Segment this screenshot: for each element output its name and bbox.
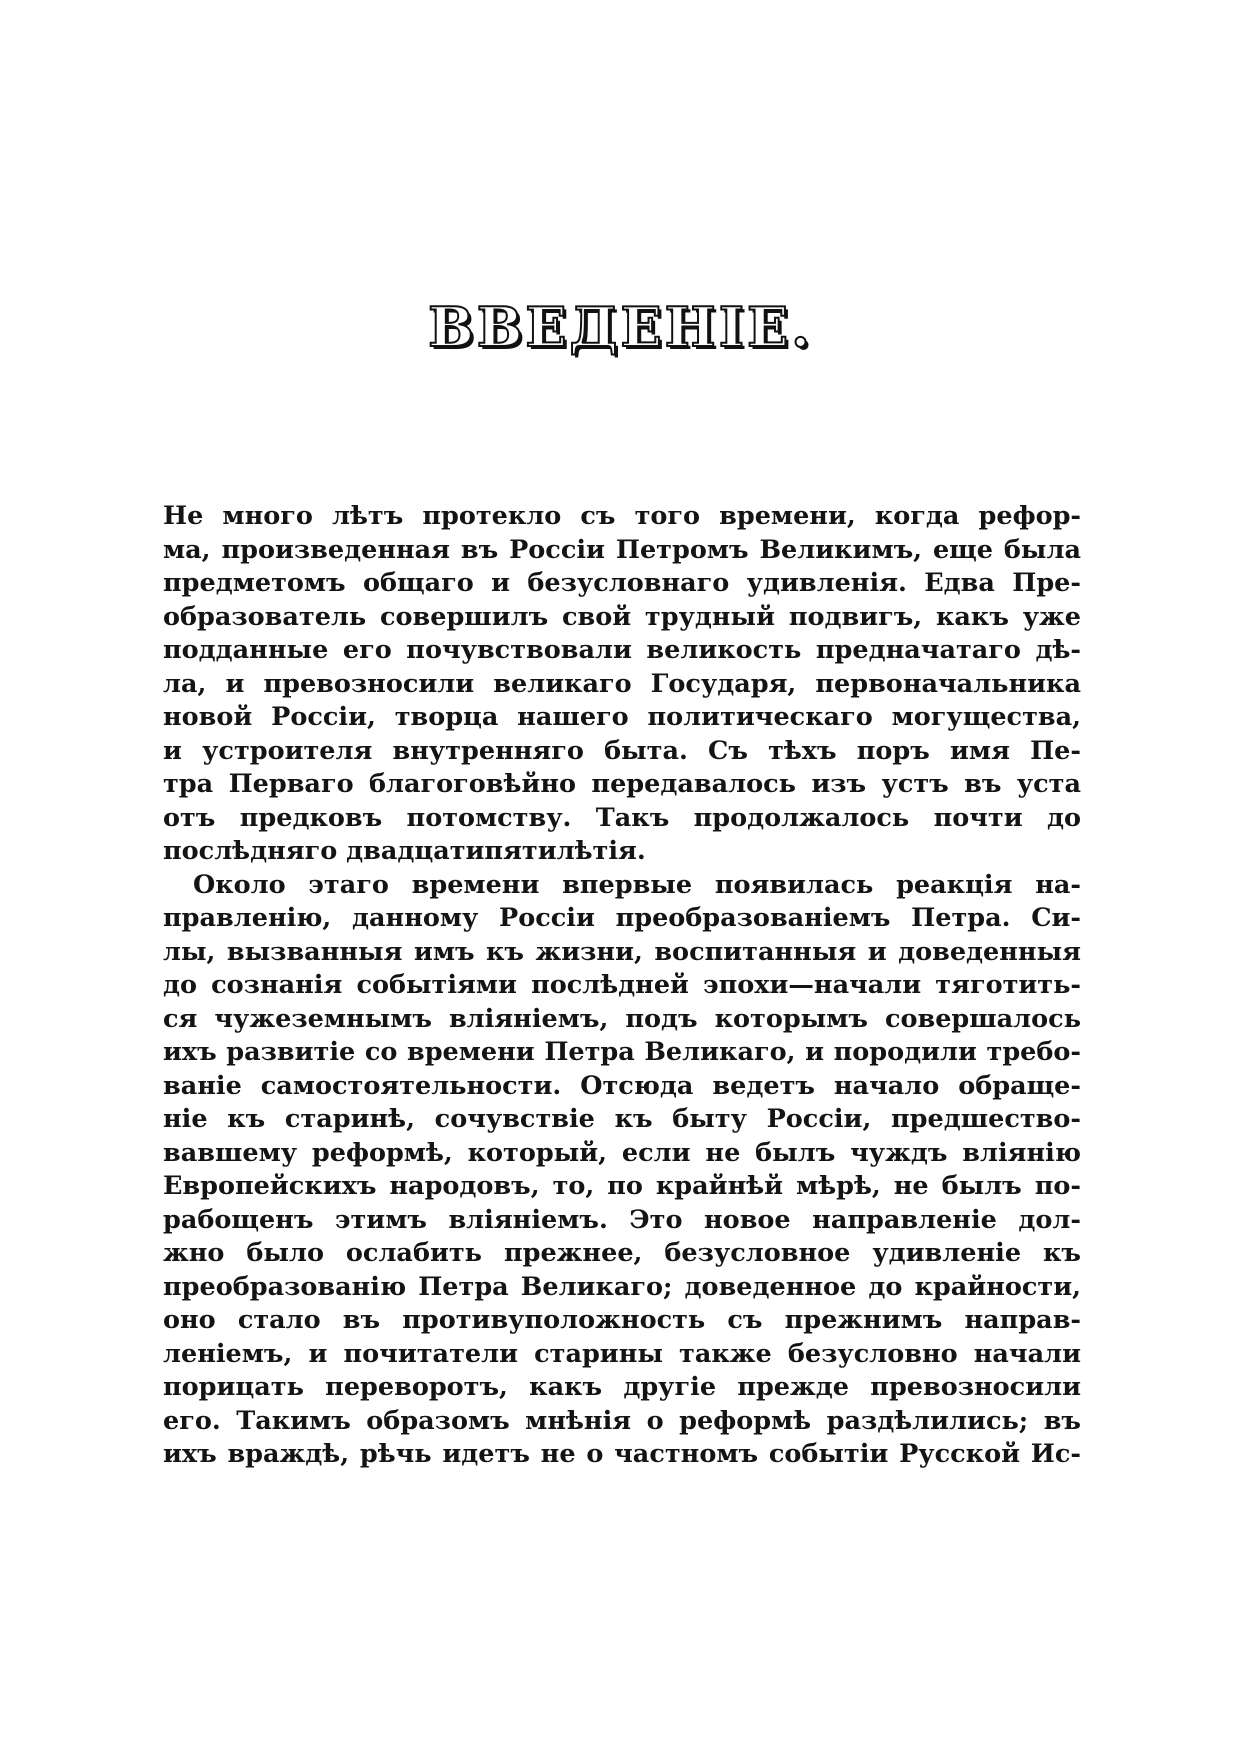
text-line: предметомъ общаго и безусловнаго удивленія. Едва Пре-	[163, 568, 1081, 598]
text-line: леніемъ, и почитатели старины также безусловно начали	[163, 1338, 1081, 1369]
text-line: порицать переворотъ, какъ другіе прежде превозносили	[163, 1372, 1081, 1402]
text-line: ніе къ старинѣ, сочувствіе къ быту Россіи, предшество-	[163, 1104, 1081, 1134]
text-line: его. Такимъ образомъ мнѣнія о реформѣ раздѣлились; въ	[163, 1405, 1081, 1436]
text-line: тра Перваго благоговѣйно передавалось изъ устъ въ уста	[163, 769, 1081, 799]
chapter-heading: ВВЕДЕНІЕ.	[428, 295, 813, 359]
text-line: Около этаго времени впервые появилась реакція на-	[193, 869, 1081, 900]
text-line: отъ предковъ потомству. Такъ продолжалось почти до	[163, 802, 1081, 833]
text-line: правленію, данному Россіи преобразованіемъ Петра. Си-	[163, 903, 1081, 933]
text-line: подданные его почувствовали великость предначатаго дѣ-	[163, 635, 1081, 665]
text-line: послѣдняго двадцатипятилѣтія.	[163, 836, 646, 866]
text-line: оно стало въ противуположность съ прежнимъ направ-	[163, 1305, 1081, 1335]
text-line: ся чужеземнымъ вліяніемъ, подъ которымъ совершалось	[163, 1003, 1081, 1034]
text-line: ихъ развитіе со времени Петра Великаго, и породили требо-	[163, 1037, 1081, 1067]
body-text	[163, 500, 1081, 1472]
text-line: лы, вызванныя имъ къ жизни, воспитанныя и доведенныя	[163, 936, 1081, 967]
text-line: преобразованію Петра Великаго; доведенное до крайности,	[163, 1271, 1081, 1302]
text-line: новой Россіи, творца нашего политическаго могущества,	[163, 702, 1081, 732]
text-line: Европейскихъ народовъ, то, по крайнѣй мѣрѣ, не былъ по-	[163, 1171, 1081, 1201]
text-line: до сознанія событіями послѣдней эпохи—начали тяготить-	[163, 970, 1081, 1000]
text-line: образователь совершилъ свой трудный подвигъ, какъ уже	[163, 601, 1081, 632]
text-line: ихъ враждѣ, рѣчь идетъ не о частномъ событіи Русской Ис-	[163, 1439, 1081, 1469]
text-line: рабощенъ этимъ вліяніемъ. Это новое направленіе дол-	[163, 1204, 1081, 1235]
text-line: ла, и превозносили великаго Государя, первоначальника	[163, 668, 1081, 699]
text-line: и устроителя внутренняго быта. Съ тѣхъ поръ имя Пе-	[163, 735, 1081, 766]
text-line: ваніе самостоятельности. Отсюда ведетъ начало обраще-	[163, 1070, 1081, 1101]
text-line: ма, произведенная въ Россіи Петромъ Великимъ, еще была	[163, 534, 1081, 565]
text-line: Не много лѣтъ протекло съ того времени, когда рефор-	[163, 501, 1081, 531]
text-line: жно было ослабить прежнее, безусловное удивленіе къ	[163, 1238, 1081, 1268]
text-line: вавшему реформѣ, который, если не былъ чуждъ вліянію	[163, 1137, 1081, 1168]
